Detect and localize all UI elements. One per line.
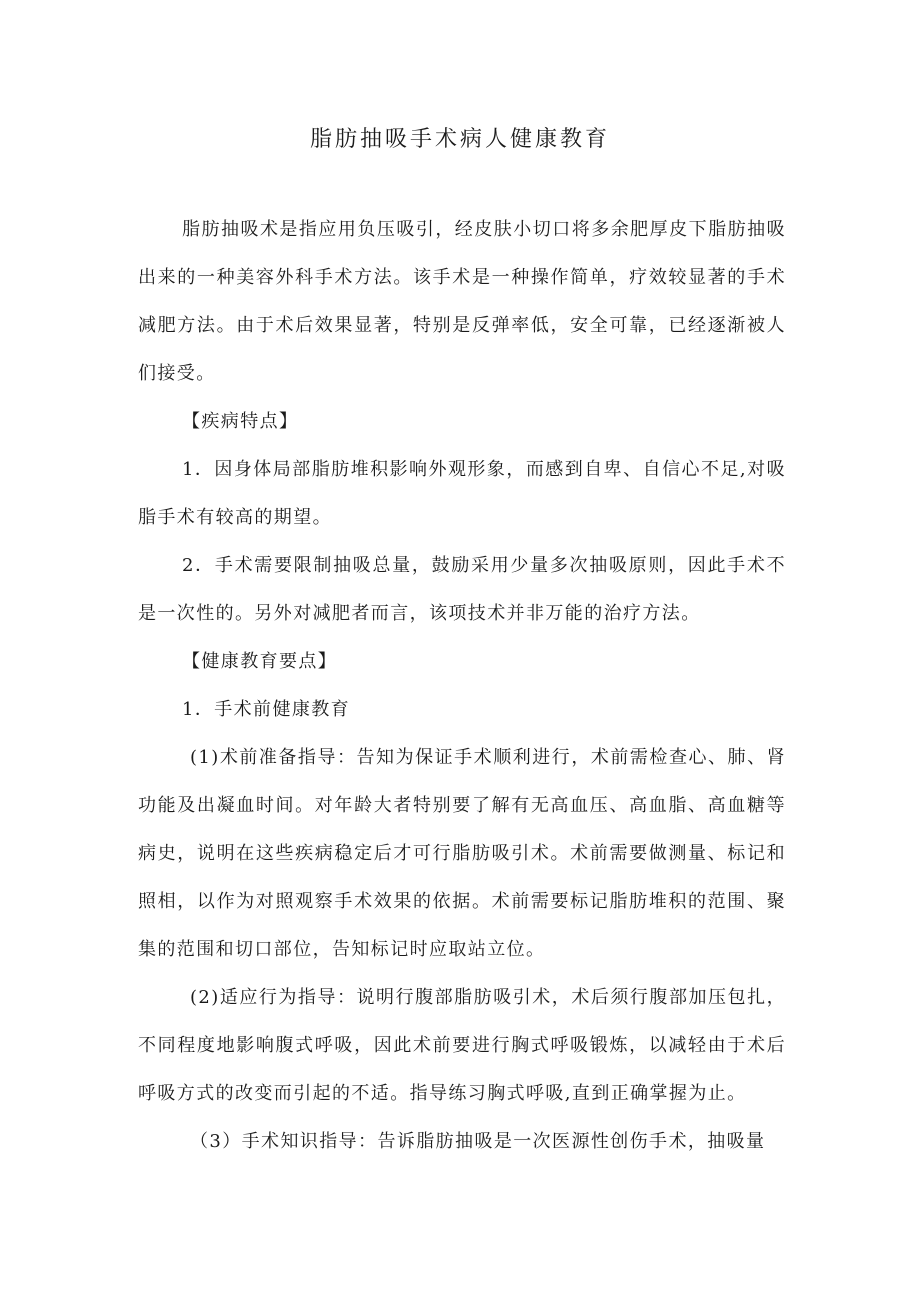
disease-feature-item-1: 1．因身体局部脂肪堆积影响外观形象，而感到自卑、自信心不足,对吸脂手术有较高的期望。 — [138, 459, 786, 528]
section-heading-disease-features: 【疾病特点】 — [182, 411, 299, 432]
intro-paragraph: 脂肪抽吸术是指应用负压吸引，经皮肤小切口将多余肥厚皮下脂肪抽吸出来的一种美容外科手术方法。该手术是一种操作简单，疗效较显著的手术减肥方法。由于术后效果显著，特别是反弹率低，安全可靠，已经逐渐被人们接受。 — [138, 219, 786, 384]
education-item-1: (1)术前准备指导：告知为保证手术顺利进行，术前需检查心、肺、肾功能及出凝血时间。对年龄大者特别要了解有无高血压、高血脂、高血糖等病史，说明在这些疾病稳定后才可行脂肪吸引术。术前需要做测量、标记和照相，以作为对照观察手术效果的依据。术前需要标记脂肪堆积的范围、聚集的范围和切口部位，告知标记时应取站立位。 — [138, 747, 786, 960]
education-item-2: (2)适应行为指导：说明行腹部脂肪吸引术，术后须行腹部加压包扎，不同程度地影响腹式呼吸，因此术前要进行胸式呼吸锻炼，以减轻由于术后呼吸方式的改变而引起的不适。指导练习胸式呼吸,直到正确掌握为止。 — [138, 987, 786, 1104]
education-item-3: （3）手术知识指导：告诉脂肪抽吸是一次医源性创伤手术，抽吸量 — [190, 1131, 766, 1152]
page-title: 脂肪抽吸手术病人健康教育 — [309, 127, 610, 152]
disease-feature-item-2: 2．手术需要限制抽吸总量，鼓励采用少量多次抽吸原则，因此手术不是一次性的。另外对减肥者而言，该项技术并非万能的治疗方法。 — [138, 555, 786, 624]
section-heading-health-education: 【健康教育要点】 — [182, 651, 338, 672]
subheading-preoperative-education: 1．手术前健康教育 — [182, 699, 351, 720]
document-body — [138, 206, 786, 1166]
